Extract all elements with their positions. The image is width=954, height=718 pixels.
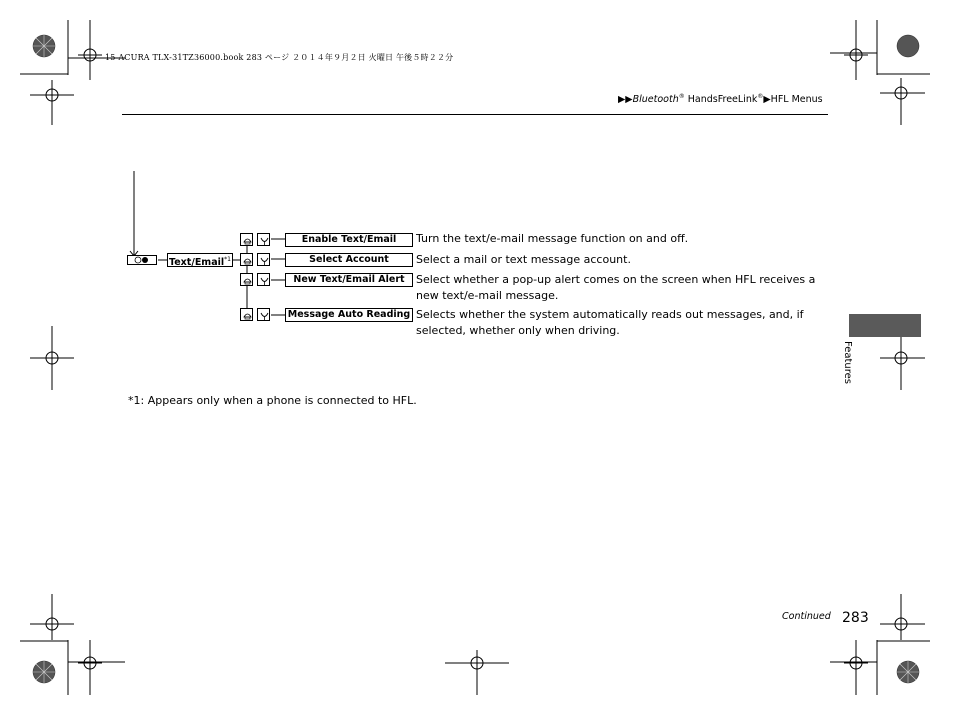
- print-info: 15 ACURA TLX-31TZ36000.book 283 ページ ２０１４年９月２日 火曜日 午後５時２２分: [105, 53, 454, 62]
- page-number: 283: [842, 610, 869, 626]
- phone-icon: [240, 273, 253, 286]
- new-text-email-alert-description: Select whether a pop-up alert comes on the screen when HFL receives a new text/e-mail message.: [416, 273, 816, 302]
- breadcrumb-arrow: ▶: [763, 94, 771, 106]
- breadcrumb-handsfreelink: HandsFreeLink: [684, 94, 758, 106]
- message-auto-reading-description: Selects whether the system automatically reads out messages, and, if selected, whether only when driving.: [416, 308, 804, 337]
- phone-icon: [240, 233, 253, 246]
- new-text-email-alert-button[interactable]: New Text/Email Alert: [285, 273, 413, 287]
- voice-icon: [257, 308, 270, 321]
- text-email-menu-label: [167, 253, 233, 267]
- breadcrumb-arrows: ▶▶: [618, 94, 633, 106]
- voice-icon: [257, 253, 270, 266]
- section-label: Features: [842, 341, 853, 384]
- enable-text-email-description: Turn the text/e-mail message function on and off.: [416, 232, 689, 245]
- enable-text-email-button[interactable]: Enable Text/Email: [285, 233, 413, 247]
- text-email-label: Text/Email: [169, 257, 225, 269]
- message-auto-reading-button[interactable]: Message Auto Reading: [285, 308, 413, 322]
- continued-label: Continued: [782, 611, 831, 622]
- phone-icon: [240, 308, 253, 321]
- breadcrumb-reg1: ®: [678, 93, 685, 100]
- select-account-button[interactable]: Select Account: [285, 253, 413, 267]
- voice-icon: [257, 273, 270, 286]
- breadcrumb-hfl-menus: HFL Menus: [770, 94, 823, 106]
- breadcrumb-reg2: ®: [757, 93, 764, 100]
- phone-icon: [240, 253, 253, 266]
- footnote-ref: *1: [224, 256, 231, 263]
- select-account-description: Select a mail or text message account.: [416, 253, 631, 266]
- voice-icon: [257, 233, 270, 246]
- footnote: *1: Appears only when a phone is connected to HFL.: [128, 394, 417, 407]
- breadcrumb-bluetooth: Bluetooth: [632, 94, 679, 106]
- phone-button-icon: [127, 255, 157, 265]
- section-tab: [849, 314, 921, 337]
